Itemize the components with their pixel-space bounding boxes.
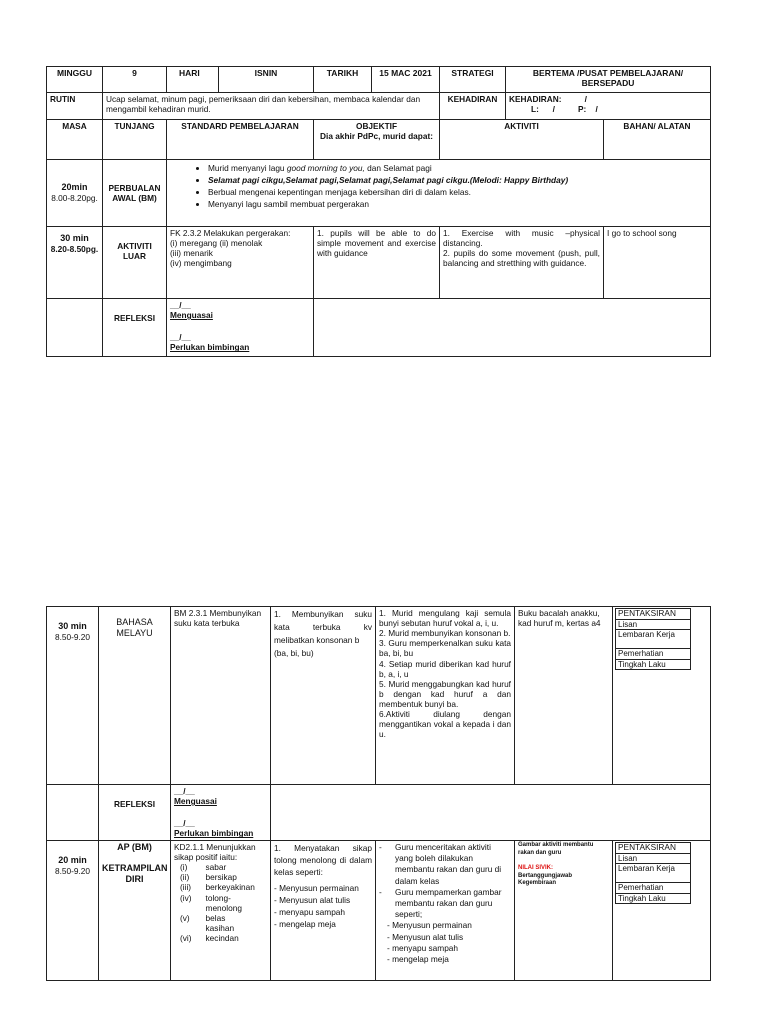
rutin-label: RUTIN — [47, 93, 103, 120]
bm-tunjang: BAHASA MELAYU — [99, 607, 171, 785]
kehadiran-label: KEHADIRAN — [440, 93, 506, 120]
col-masa: MASA — [47, 120, 103, 160]
ap-aktiviti: - Guru menceritakan aktiviti yang boleh dilakukan membantu rakan dan guru di dalam kelas - Guru mempamerkan gambar membantu rakan dan guru seperti; - Menyusun permainan - Menyusun alat tulis - menyapu sampah - mengelap meja — [376, 841, 515, 981]
col-objektif: OBJEKTIF Dia akhir PdPc, murid dapat: — [314, 120, 440, 160]
refleksi-label: REFLEKSI — [103, 299, 167, 357]
assessment-lembaran: Lembaran Kerja — [616, 864, 691, 883]
rutin-value: Ucap selamat, minum pagi, pemeriksaan diri dan kebersihan, membaca kalendar dan mengambil kehadiran murid. — [103, 93, 440, 120]
refleksi-label: REFLEKSI — [99, 785, 171, 841]
assessment-tingkah-laku: Tingkah Laku — [616, 659, 691, 670]
strategi-value: BERTEMA /PUSAT PEMBELAJARAN/ BERSEPADU — [506, 67, 711, 93]
perbualan-masa: 20min 8.00-8.20pg. — [47, 160, 103, 227]
aktiviti-luar-masa: 30 min 8.20-8.50pg. — [47, 227, 103, 299]
assessment-tingkah-laku: Tingkah Laku — [616, 893, 691, 904]
aktiviti-luar-aktiviti: 1. Exercise with music –physical distancing. 2. pupils do some movement (push, pull, balancing and stretthing with guidance. — [440, 227, 604, 299]
ap-standard-list: (i) sabar (ii) bersikap (iii) berkeyakinan (iv) tolong-menolong (v) belas kasihan (vi) kecindan — [180, 862, 255, 943]
assessment-pemerhatian: Pemerhatian — [616, 883, 691, 894]
refleksi-blank — [314, 299, 711, 357]
lesson-plan-table-bottom — [46, 606, 711, 981]
hari-label: HARI — [167, 67, 219, 93]
ap-bahan: Gambar aktiviti membantu rakan dan guru NILAI SIVIK: Bertanggungjawab Kegembiraan — [515, 841, 613, 981]
tarikh-value: 15 MAC 2021 — [372, 67, 440, 93]
perbualan-tunjang: PERBUALAN AWAL (BM) — [103, 160, 167, 227]
ap-tunjang: AP (BM) KETRAMPILAN DIRI — [99, 841, 171, 981]
assessment-table — [615, 842, 691, 904]
hari-value: ISNIN — [219, 67, 314, 93]
kehadiran-value: KEHADIRAN: / L: / P: / — [506, 93, 711, 120]
perbualan-item-3: • Berbual mengenai kepentingan menjaga kebersihan diri di dalam kelas. — [208, 187, 707, 197]
refleksi-content: __/__ Menguasai __/__ Perlukan bimbingan — [171, 785, 271, 841]
assessment-lisan: Lisan — [616, 619, 691, 630]
refleksi-content: __/__ Menguasai __/__ Perlukan bimbingan — [167, 299, 314, 357]
assessment-table — [615, 608, 691, 670]
refleksi-masa-blank — [47, 785, 99, 841]
aktiviti-luar-standard: FK 2.3.2 Melakukan pergerakan: (i) meregang (ii) menolak (iii) menarik (iv) mengimbang — [167, 227, 314, 299]
perbualan-item-2: • Selamat pagi cikgu,Selamat pagi,Selamat pagi,Selamat pagi cikgu.(Melodi: Happy Birthday) — [208, 175, 707, 185]
aktiviti-luar-bahan: I go to school song — [604, 227, 711, 299]
bm-masa: 30 min 8.50-9.20 — [47, 607, 99, 785]
bm-objektif: 1. Membunyikan suku kata terbuka kv melibatkan konsonan b (ba, bi, bu) — [271, 607, 376, 785]
ap-objektif: 1. Menyatakan sikap tolong menolong di dalam kelas seperti: - Menyusun permainan - Menyusun alat tulis - menyapu sampah - mengelap meja — [271, 841, 376, 981]
col-bahan: BAHAN/ ALATAN — [604, 120, 711, 160]
bm-impak — [613, 607, 711, 785]
lesson-plan-table-top — [46, 66, 711, 357]
perbualan-item-1: • Murid menyanyi lagu good morning to you, dan Selamat pagi — [208, 163, 707, 173]
perbualan-activities — [167, 160, 711, 227]
perbualan-item-4: • Menyanyi lagu sambil membuat pergerakan — [208, 199, 707, 209]
minggu-label: MINGGU — [47, 67, 103, 93]
assessment-lembaran: Lembaran Kerja — [616, 630, 691, 649]
strategi-label: STRATEGI — [440, 67, 506, 93]
bm-bahan: Buku bacalah anakku, kad huruf m, kertas a4 — [515, 607, 613, 785]
aktiviti-luar-objektif: 1. pupils will be able to do simple movement and exercise with guidance — [314, 227, 440, 299]
bm-aktiviti: 1. Murid mengulang kaji semula bunyi sebutan huruf vokal a, i, u. 2. Murid membunyikan konsonan b. 3. Guru memperkenalkan suku kata ba, bi, bu 4. Setiap murid diberikan kad huruf b, a, i, u 5. Murid menggabungkan kad huruf b dengan kad huruf a dan membentuk bunyi ba. 6.Aktiviti diulang dengan menggantikan vokal a kepada i dan u. — [376, 607, 515, 785]
ap-standard: KD2.1.1 Menunjukkan sikap positif iaitu: (i) sabar (ii) bersikap (iii) berkeyakinan (iv) tolong-menolong (v) belas kasihan (vi) kecindan — [171, 841, 271, 981]
assessment-header: PENTAKSIRAN — [616, 609, 691, 620]
assessment-lisan: Lisan — [616, 853, 691, 864]
col-aktiviti: AKTIVITI — [440, 120, 604, 160]
col-standard: STANDARD PEMBELAJARAN — [167, 120, 314, 160]
aktiviti-luar-tunjang: AKTIVITI LUAR — [103, 227, 167, 299]
col-tunjang: TUNJANG — [103, 120, 167, 160]
tarikh-label: TARIKH — [314, 67, 372, 93]
bm-standard: BM 2.3.1 Membunyikan suku kata terbuka — [171, 607, 271, 785]
ap-masa: 20 min 8.50-9.20 — [47, 841, 99, 981]
minggu-value: 9 — [103, 67, 167, 93]
refleksi-blank — [271, 785, 711, 841]
ap-impak — [613, 841, 711, 981]
refleksi-masa-blank — [47, 299, 103, 357]
assessment-header: PENTAKSIRAN — [616, 843, 691, 854]
assessment-pemerhatian: Pemerhatian — [616, 649, 691, 660]
